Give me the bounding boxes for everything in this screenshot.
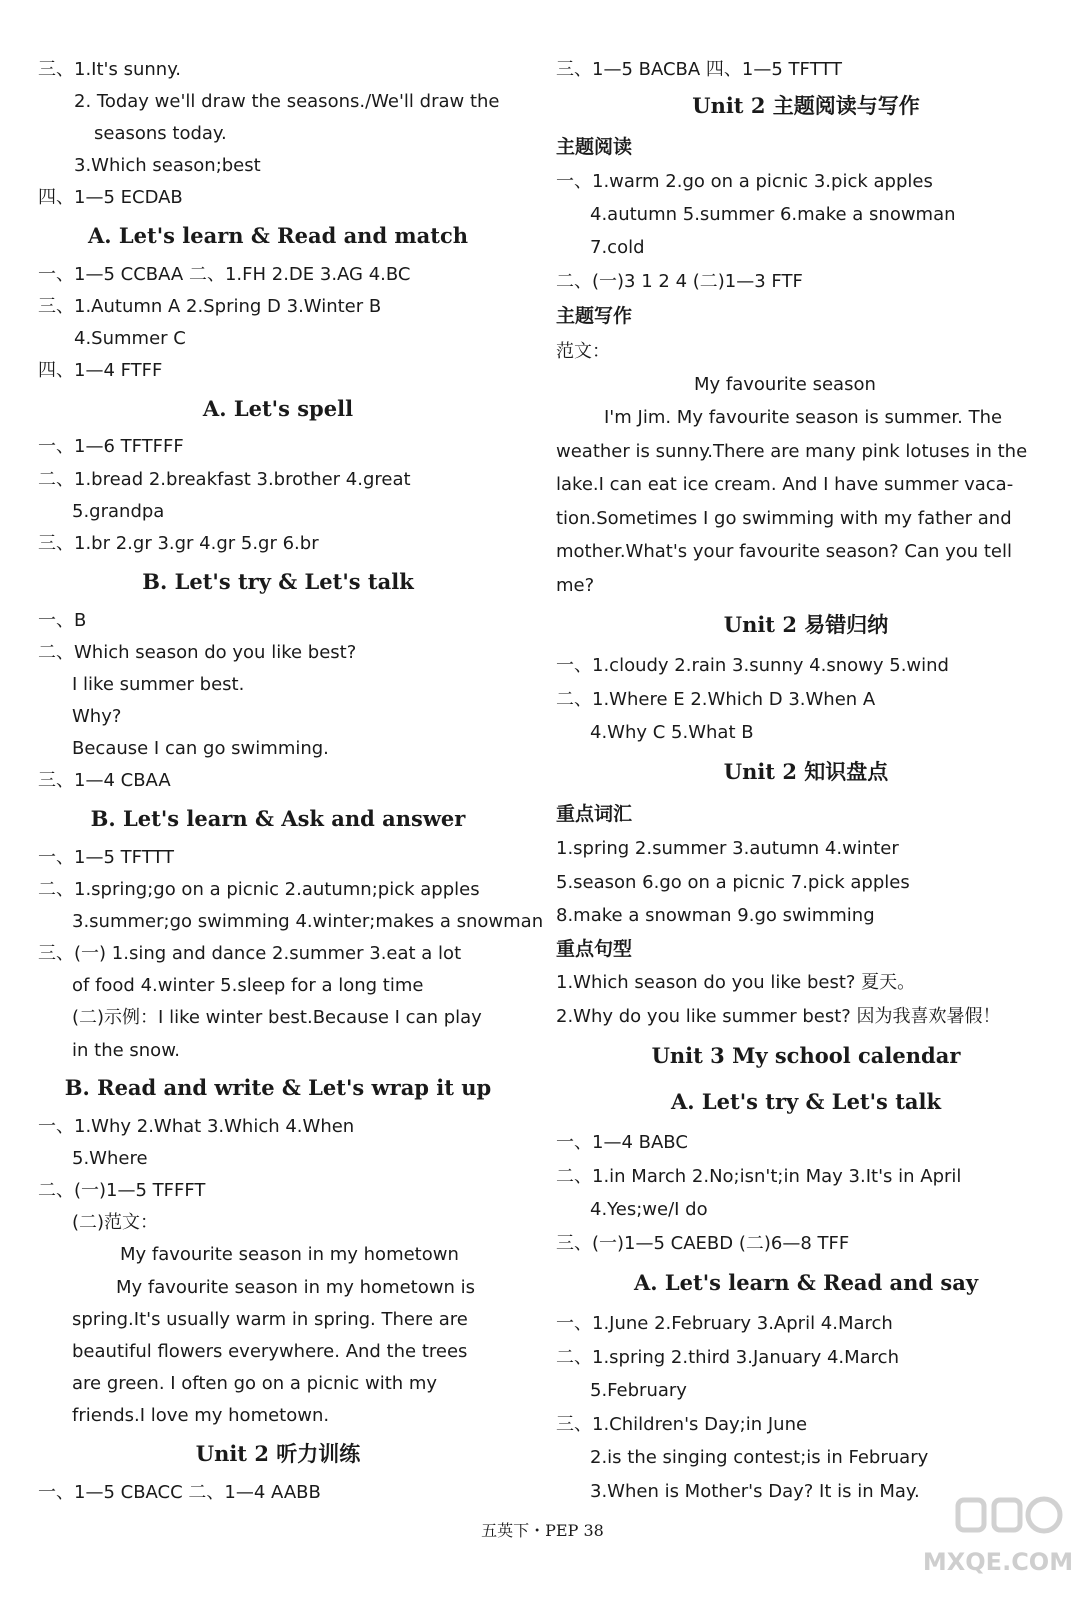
answer-line: 2. Today we'll draw the seasons./We'll draw the <box>74 91 500 112</box>
essay-line: lake.I can eat ice cream. And I have summer vaca- <box>556 474 1014 495</box>
section-heading: Unit 2 知识盘点 <box>723 759 889 784</box>
section-heading: A. Let's spell <box>202 396 354 421</box>
answer-line: 三、(一)1—5 CAEBD (二)6—8 TFF <box>556 1233 850 1254</box>
answer-line: 一、1—5 TFTTT <box>38 847 175 868</box>
answer-line: 5.February <box>590 1380 687 1401</box>
answer-line: 范文： <box>556 341 610 362</box>
watermark-logo <box>918 1488 1078 1588</box>
answer-line: 一、1—5 CBACC 二、1—4 AABB <box>38 1482 321 1503</box>
answer-line: 7.cold <box>590 237 645 258</box>
answer-line: 5.Where <box>72 1148 148 1169</box>
answer-line: 二、Which season do you like best? <box>38 642 357 663</box>
answer-line: 一、1—4 BABC <box>556 1132 688 1153</box>
answer-line: (二)范文： <box>72 1212 159 1233</box>
answer-line: Why? <box>72 706 122 727</box>
section-heading: A. Let's learn & Read and match <box>87 223 469 248</box>
essay-line: spring.It's usually warm in spring. There are <box>72 1309 468 1330</box>
subsection-heading: 主题写作 <box>556 305 633 327</box>
section-heading: B. Let's learn & Ask and answer <box>90 806 466 831</box>
answer-line: I like summer best. <box>72 674 245 695</box>
answer-line: 一、1—5 CCBAA 二、1.FH 2.DE 3.AG 4.BC <box>38 264 411 285</box>
section-heading: Unit 3 My school calendar <box>651 1043 961 1068</box>
answer-line: 二、1.Where E 2.Which D 3.When A <box>556 689 876 710</box>
section-heading: A. Let's try & Let's talk <box>670 1089 942 1114</box>
answer-line: (二)示例：I like winter best.Because I can play <box>72 1007 482 1028</box>
answer-line: 三、(一) 1.sing and dance 2.summer 3.eat a lot <box>38 943 462 964</box>
answer-line: 一、1—6 TFTFFF <box>38 436 184 457</box>
subsection-heading: 重点句型 <box>556 938 633 960</box>
answer-line: 三、1.Children's Day;in June <box>556 1414 808 1435</box>
answer-line: 2.is the singing contest;is in February <box>590 1447 929 1468</box>
answer-line: 三、1.It's sunny. <box>38 59 181 80</box>
answer-line: 三、1.Autumn A 2.Spring D 3.Winter B <box>38 296 382 317</box>
answer-line: of food 4.winter 5.sleep for a long time <box>72 975 424 996</box>
answer-line: 一、1.June 2.February 3.April 4.March <box>556 1313 893 1334</box>
section-heading: Unit 2 易错归纳 <box>723 612 889 637</box>
watermark-text: MXQE.COM <box>922 1548 1074 1576</box>
answer-line: 四、1—5 ECDAB <box>38 187 183 208</box>
section-heading: B. Read and write & Let's wrap it up <box>64 1075 492 1100</box>
essay-title: My favourite season <box>694 374 876 395</box>
answer-line: 二、1.spring;go on a picnic 2.autumn;pick apples <box>38 879 480 900</box>
answer-line: 一、1.warm 2.go on a picnic 3.pick apples <box>556 171 933 192</box>
essay-line: mother.What's your favourite season? Can you tell <box>556 541 1013 562</box>
answer-line: 二、(一)1—5 TFFFT <box>38 1180 206 1201</box>
subsection-heading: 主题阅读 <box>556 136 633 158</box>
answer-line: 3.Which season;best <box>74 155 261 176</box>
answer-line: 三、1—5 BACBA 四、1—5 TFTTT <box>556 59 842 80</box>
essay-line: My favourite season in my hometown is <box>116 1277 475 1298</box>
essay-line: I'm Jim. My favourite season is summer. The <box>604 407 1003 428</box>
subsection-heading: 重点词汇 <box>556 803 633 825</box>
answer-line: 3.When is Mother's Day? It is in May. <box>590 1481 920 1502</box>
answer-line: 3.summer;go swimming 4.winter;makes a snowman <box>72 911 544 932</box>
answer-line: Because I can go swimming. <box>72 738 329 759</box>
essay-line: beautiful flowers everywhere. And the trees <box>72 1341 468 1362</box>
answer-line: 4.autumn 5.summer 6.make a snowman <box>590 204 956 225</box>
answer-line: 一、1.cloudy 2.rain 3.sunny 4.snowy 5.wind <box>556 655 949 676</box>
answer-line: 一、B <box>38 610 87 631</box>
answer-line: 4.Summer C <box>74 328 186 349</box>
essay-title: My favourite season in my hometown <box>120 1244 459 1265</box>
answer-line: 一、1.Why 2.What 3.Which 4.When <box>38 1116 355 1137</box>
answer-line: 8.make a snowman 9.go swimming <box>556 905 875 926</box>
answer-line: 2.Why do you like summer best? 因为我喜欢暑假！ <box>556 1006 1001 1027</box>
answer-line: 二、1.spring 2.third 3.January 4.March <box>556 1347 899 1368</box>
answer-line: 二、1.in March 2.No;isn't;in May 3.It's in April <box>556 1166 962 1187</box>
essay-line: tion.Sometimes I go swimming with my father and <box>556 508 1012 529</box>
essay-line: friends.I love my hometown. <box>72 1405 330 1426</box>
answer-line: seasons today. <box>94 123 227 144</box>
answer-line: 5.season 6.go on a picnic 7.pick apples <box>556 872 910 893</box>
answer-line: 二、(一)3 1 2 4 (二)1—3 FTF <box>556 271 803 292</box>
section-heading: A. Let's learn & Read and say <box>633 1270 979 1295</box>
answer-line: 1.spring 2.summer 3.autumn 4.winter <box>556 838 899 859</box>
answer-line: 4.Yes;we/I do <box>590 1199 708 1220</box>
answer-line: 5.grandpa <box>72 501 165 522</box>
section-heading: B. Let's try & Let's talk <box>142 569 414 594</box>
answer-line: 4.Why C 5.What B <box>590 722 754 743</box>
essay-line: me? <box>556 575 595 596</box>
section-heading: Unit 2 听力训练 <box>195 1441 361 1466</box>
essay-line: are green. I often go on a picnic with my <box>72 1373 438 1394</box>
answer-line: 三、1.br 2.gr 3.gr 4.gr 5.gr 6.br <box>38 533 319 554</box>
answer-line: in the snow. <box>72 1040 180 1061</box>
answer-line: 1.Which season do you like best? 夏天。 <box>556 972 916 993</box>
answer-line: 二、1.bread 2.breakfast 3.brother 4.great <box>38 469 411 490</box>
essay-line: weather is sunny.There are many pink lotuses in the <box>556 441 1028 462</box>
answer-line: 三、1—4 CBAA <box>38 770 171 791</box>
answer-line: 四、1—4 FTFF <box>38 360 163 381</box>
page-footer: 五英下・PEP 38 <box>481 1521 604 1540</box>
section-heading: Unit 2 主题阅读与写作 <box>692 93 920 118</box>
